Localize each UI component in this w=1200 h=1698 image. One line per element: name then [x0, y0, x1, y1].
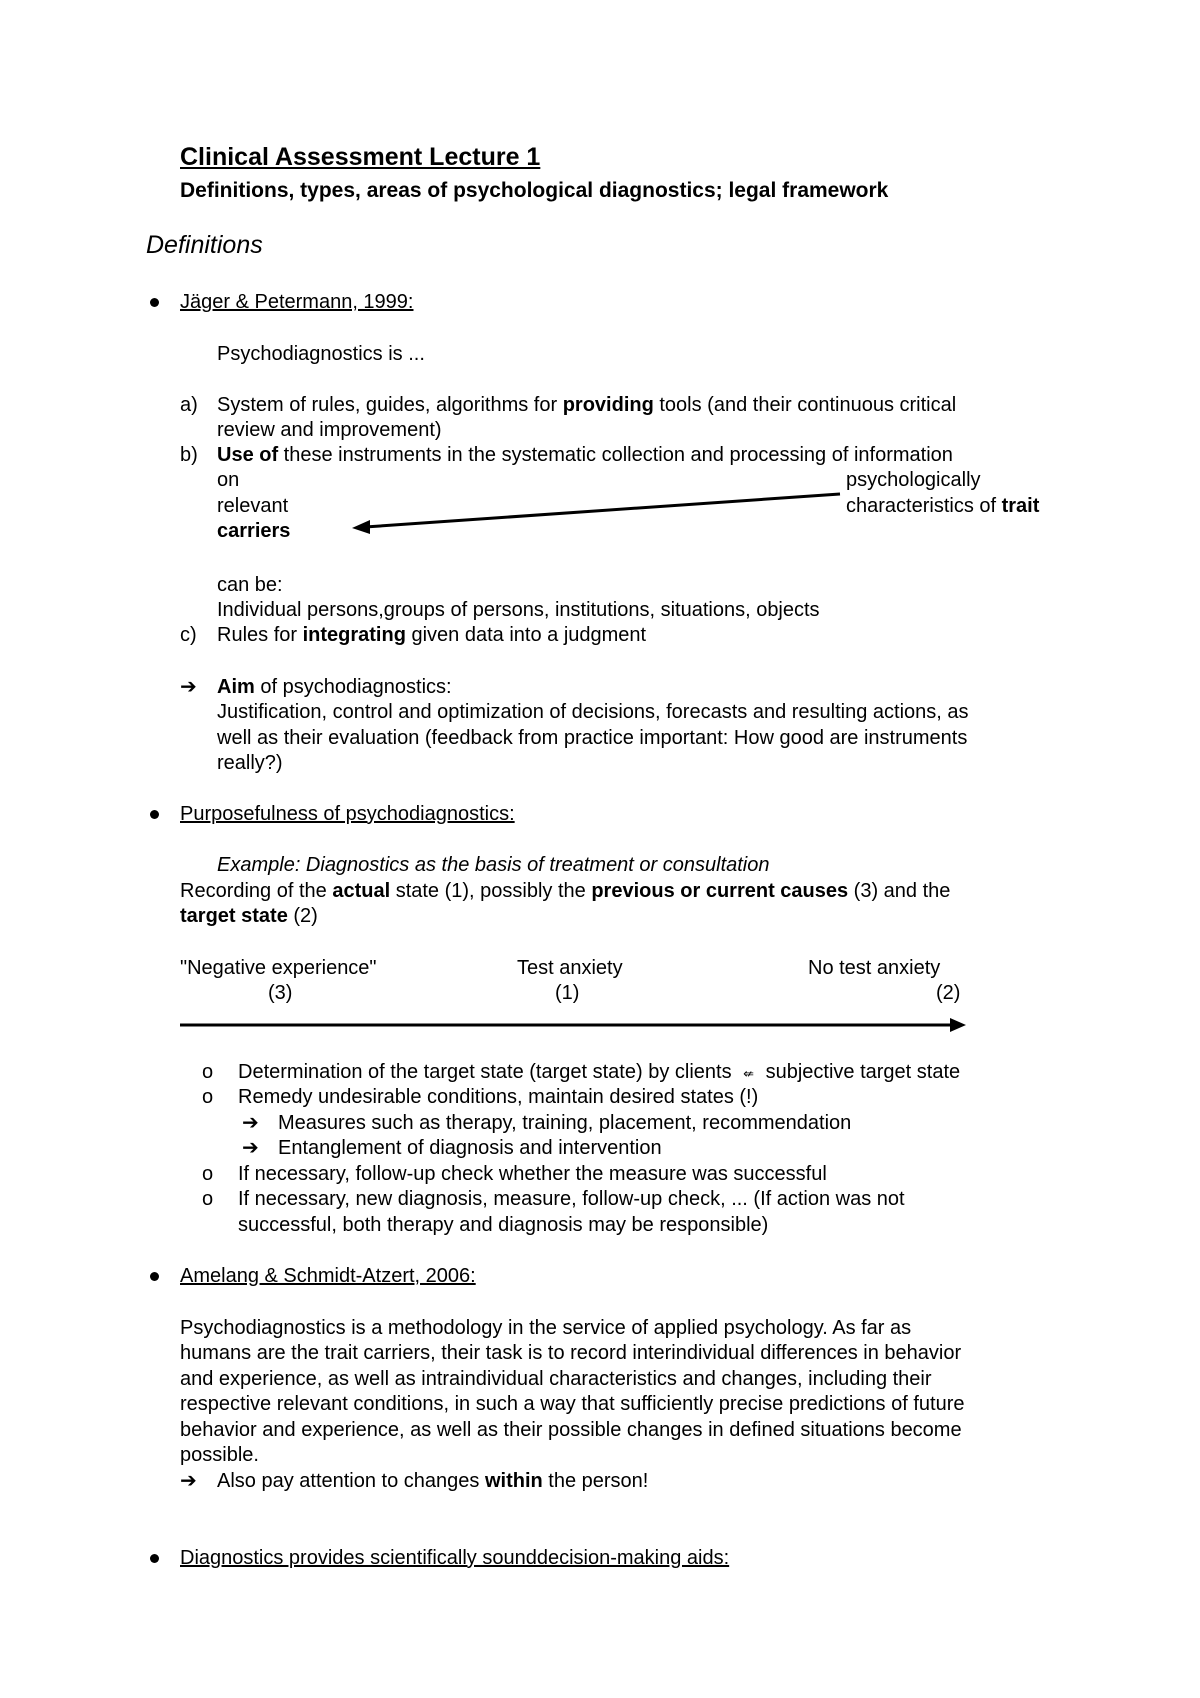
amelang-heading: Amelang & Schmidt-Atzert, 2006: — [180, 1265, 476, 1287]
timeline-label-no-test-anxiety: No test anxiety — [808, 957, 941, 979]
decision-heading: Diagnostics provides scientifically sounddecision-making aids: — [180, 1547, 730, 1569]
sub-bullet-marker: o — [202, 1163, 214, 1185]
arrow-right-icon: ➔ — [180, 676, 197, 698]
purpose-item-2: Remedy undesirable conditions, maintain desired states (!) — [238, 1086, 759, 1108]
amelang-line-4: respective relevant conditions, in such a way that sufficiently precise predictions of future — [180, 1393, 965, 1415]
purpose-item-2-sub-1: Measures such as therapy, training, placement, recommendation — [278, 1112, 852, 1134]
item-a-label: a) — [180, 394, 198, 416]
item-b-characteristics: characteristics of trait — [846, 495, 1040, 517]
item-b-relevant: relevant — [217, 495, 289, 517]
purpose-recording-line1: Recording of the actual state (1), possibly the previous or current causes (3) and the — [180, 880, 951, 902]
aim-line-2: well as their evaluation (feedback from practice important: How good are instruments — [217, 727, 968, 749]
item-b-label: b) — [180, 444, 198, 466]
implies-symbol-icon: ⇍ — [743, 1066, 755, 1081]
amelang-line-2: humans are the trait carriers, their task is to record interindividual differences in behavior — [180, 1342, 962, 1364]
section-heading-definitions: Definitions — [146, 231, 263, 259]
timeline-number-2: (2) — [936, 982, 961, 1004]
purpose-item-3: If necessary, follow-up check whether the measure was successful — [238, 1163, 827, 1185]
bullet-icon — [150, 1272, 159, 1281]
amelang-note: Also pay attention to changes within the person! — [217, 1470, 649, 1492]
sub-bullet-marker: o — [202, 1061, 214, 1083]
document-title: Clinical Assessment Lecture 1 — [180, 143, 541, 171]
timeline-label-negative-experience: "Negative experience" — [180, 957, 377, 979]
amelang-line-3: and experience, as well as intraindividual characteristics and changes, including their — [180, 1368, 932, 1390]
arrow-right-icon: ➔ — [242, 1112, 259, 1134]
purpose-item-2-sub-2: Entanglement of diagnosis and intervention — [278, 1137, 662, 1159]
arrow-right-icon: ➔ — [242, 1137, 259, 1159]
item-b-text: Use of these instruments in the systematic collection and processing of information — [217, 444, 953, 466]
timeline-number-1: (1) — [555, 982, 580, 1004]
sub-bullet-marker: o — [202, 1086, 214, 1108]
canbe-label: can be: — [217, 574, 283, 596]
aim-line-3: really?) — [217, 752, 283, 774]
amelang-line-5: behavior and experience, as well as their possible changes in defined situations become — [180, 1419, 962, 1441]
item-a-text-line2: review and improvement) — [217, 419, 442, 441]
item-a-text: System of rules, guides, algorithms for providing tools (and their continuous critical — [217, 394, 957, 416]
amelang-line-1: Psychodiagnostics is a methodology in the service of applied psychology. As far as — [180, 1317, 912, 1339]
aim-heading: Aim of psychodiagnostics: — [217, 676, 452, 698]
arrow-right-icon: ➔ — [180, 1470, 197, 1492]
bullet-icon — [150, 1554, 159, 1563]
purpose-heading: Purposefulness of psychodiagnostics: — [180, 803, 515, 825]
document-subtitle: Definitions, types, areas of psychological diagnostics; legal framework — [180, 179, 889, 202]
jaeger-heading: Jäger & Petermann, 1999: — [180, 291, 414, 313]
item-c-text: Rules for integrating given data into a judgment — [217, 624, 647, 646]
sub-bullet-marker: o — [202, 1188, 214, 1210]
aim-line-1: Justification, control and optimization of decisions, forecasts and resulting actions, as — [217, 701, 969, 723]
canbe-list: Individual persons,groups of persons, institutions, situations, objects — [217, 599, 820, 621]
purpose-recording-line2: target state (2) — [180, 905, 318, 927]
amelang-line-6: possible. — [180, 1444, 259, 1466]
item-b-psychologically: psychologically — [846, 469, 981, 491]
purpose-item-4-line-1: If necessary, new diagnosis, measure, follow-up check, ... (If action was not — [238, 1188, 905, 1210]
item-b-carriers: carriers — [217, 520, 291, 542]
timeline-number-3: (3) — [268, 982, 293, 1004]
jaeger-intro: Psychodiagnostics is ... — [217, 343, 425, 365]
timeline-label-test-anxiety: Test anxiety — [517, 957, 623, 979]
item-b-on: on — [217, 469, 240, 491]
purpose-item-4-line-2: successful, both therapy and diagnosis may be responsible) — [238, 1214, 769, 1236]
item-c-label: c) — [180, 624, 197, 646]
purpose-example: Example: Diagnostics as the basis of treatment or consultation — [217, 854, 770, 876]
purpose-item-1: Determination of the target state (target state) by clients ⇍ subjective target state — [238, 1061, 961, 1083]
